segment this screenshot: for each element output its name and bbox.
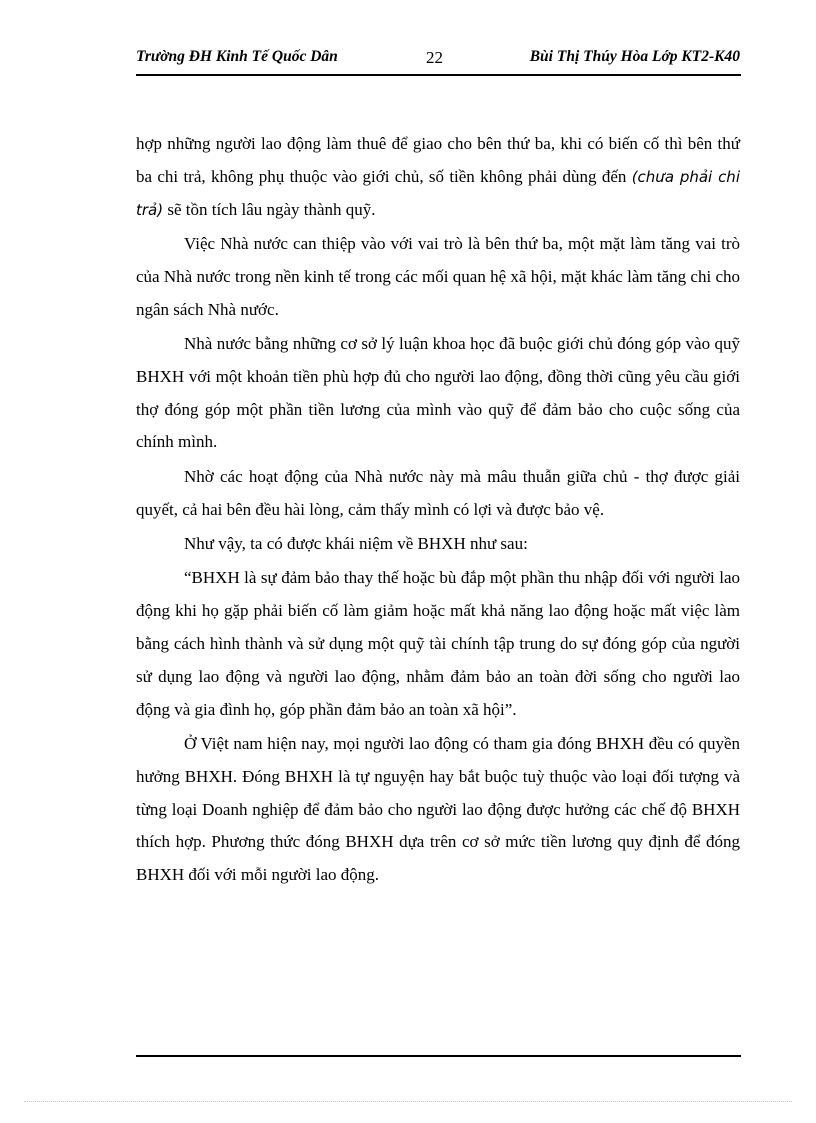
body-text [136, 128, 740, 893]
header-page-number: 22 [426, 48, 443, 67]
header-author: Bùi Thị Thúy Hòa Lớp KT2-K40 [529, 48, 740, 65]
header-school: Trường ĐH Kinh Tế Quốc Dân [136, 48, 338, 65]
paragraph-4: Nhờ các hoạt động của Nhà nước này mà mâu thuẫn giữa chủ - thợ được giải quyết, cả hai bên đều hài lòng, cảm thấy mình có lợi và được bảo vệ. [136, 466, 740, 519]
paragraph-2: Việc Nhà nước can thiệp vào với vai trò là bên thứ ba, một mặt làm tăng vai trò của Nhà nước trong nền kinh tế trong các mối quan hệ xã hội, mặt khác làm tăng chi cho ngân sách Nhà nước. [136, 233, 740, 319]
paragraph-6-definition: “BHXH là sự đảm bảo thay thế hoặc bù đắp một phần thu nhập đối với người lao động khi họ gặp phải biến cố làm giảm hoặc mất khả năng lao động hoặc mất việc làm bằng cách hình thành và sử dụng một quỹ tài chính tập trung do sự đóng góp của người sử dụng lao động và người lao động, nhằm đảm bảo an toàn đời sống cho người lao động và gia đình họ, góp phần đảm bảo an toàn xã hội”. [136, 568, 740, 719]
page-bottom-dotted-border [24, 1101, 792, 1102]
paragraph-5: Như vậy, ta có được khái niệm về BHXH như sau: [184, 533, 528, 553]
paragraph-3: Nhà nước bằng những cơ sở lý luận khoa học đã buộc giới chủ đóng góp vào quỹ BHXH với một khoản tiền phù hợp đủ cho người lao động, đồng thời cũng yêu cầu giới thợ đóng góp một phần tiền lương của mình vào quỹ để đảm bảo cho cuộc sống của chính mình. [136, 333, 740, 452]
header-divider [136, 74, 741, 76]
footer-divider [136, 1055, 741, 1057]
paragraph-1 [136, 128, 740, 226]
paragraph-7: Ở Việt nam hiện nay, mọi người lao động có tham gia đóng BHXH đều có quyền hưởng BHXH. Đóng BHXH là tự nguyện hay bắt buộc tuỳ thuộc vào loại đối tượng và từng loại Doanh nghiệp để đảm bảo cho người lao động được hưởng các chế độ BHXH thích hợp. Phương thức đóng BHXH dựa trên cơ sở mức tiền lương quy định để đóng BHXH đối với mỗi người lao động. [136, 733, 740, 885]
paragraph-1-text: hợp những người lao động làm thuê để giao cho bên thứ ba, khi có biến cố thì bên thứ ba chi trả, không phụ thuộc vào giới chủ, số tiền không phải dùng đến [136, 134, 740, 186]
page-header [136, 46, 740, 76]
paragraph-1-end: sẽ tồn tích lâu ngày thành quỹ. [163, 199, 376, 219]
paragraph-1-italic: (chưa phải chi trả) [136, 167, 740, 219]
